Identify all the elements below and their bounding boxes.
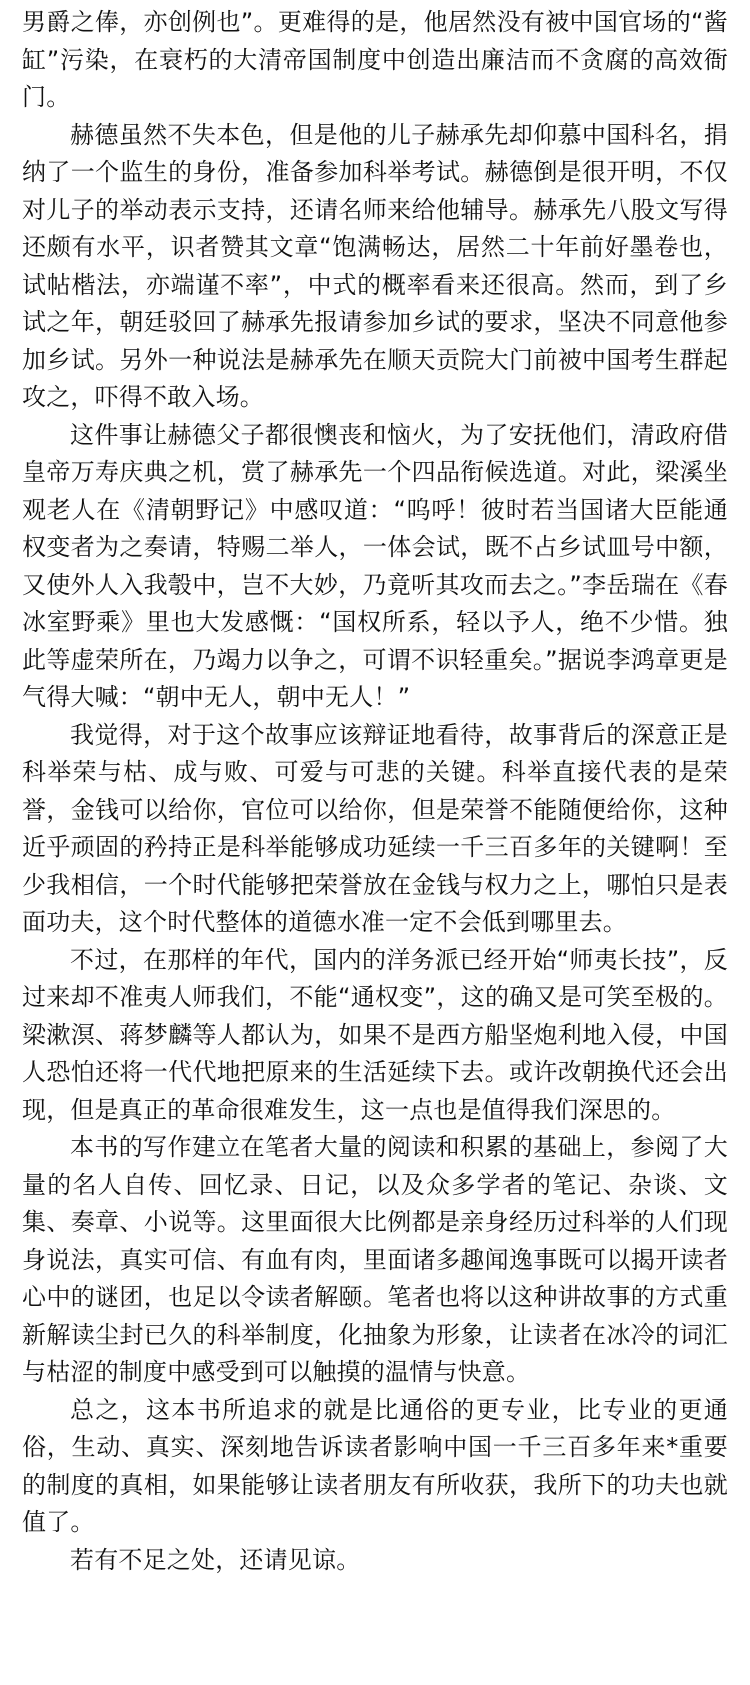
- paragraph-1: 男爵之俸，亦创例也”。更难得的是，他居然没有被中国官场的“酱缸”污染，在衰朽的大清帝国制度中创造出廉洁而不贪腐的高效衙门。: [22, 8, 728, 111]
- paragraph-6: 本书的写作建立在笔者大量的阅读和积累的基础上，参阅了大量的名人自传、回忆录、日记，以及众多学者的笔记、杂谈、文集、奏章、小说等。这里面很大比例都是亲身经历过科举的人们现身说法，真实可信、有血有肉，里面诸多趣闻逸事既可以揭开读者心中的谜团，也足以令读者解颐。笔者也将以这种讲故事的方式重新解读尘封已久的科举制度，化抽象为形象，让读者在冰冷的词汇与枯涩的制度中感受到可以触摸的温情与快意。: [22, 1133, 728, 1386]
- paragraph-2: 赫德虽然不失本色，但是他的儿子赫承先却仰慕中国科名，捐纳了一个监生的身份，准备参加科举考试。赫德倒是很开明，不仅对儿子的举动表示支持，还请名师来给他辅导。赫承先八股文写得还颇有水平，识者赞其文章“饱满畅达，居然二十年前好墨卷也，试帖楷法，亦端谨不率”，中式的概率看来还很高。然而，到了乡试之年，朝廷驳回了赫承先报请参加乡试的要求，坚决不同意他参加乡试。另外一种说法是赫承先在顺天贡院大门前被中国考生群起攻之，吓得不敢入场。: [22, 120, 728, 411]
- paragraph-5: 不过，在那样的年代，国内的洋务派已经开始“师夷长技”，反过来却不准夷人师我们，不能“通权变”，这的确又是可笑至极的。梁漱溟、蒋梦麟等人都认为，如果不是西方船坚炮利地入侵，中国人恐怕还将一代代地把原来的生活延续下去。或许改朝换代还会出现，但是真正的革命很难发生，这一点也是值得我们深思的。: [22, 945, 728, 1124]
- paragraph-8: 若有不足之处，还请见谅。: [70, 1545, 361, 1574]
- paragraph-3: 这件事让赫德父子都很懊丧和恼火，为了安抚他们，清政府借皇帝万寿庆典之机，赏了赫承先一个四品衔候选道。对此，梁溪坐观老人在《清朝野记》中感叹道：“呜呼！彼时若当国诸大臣能通权变者为之奏请，特赐二举人，一体会试，既不占乡试皿号中额，又使外人入我彀中，岂不大妙，乃竟听其攻而去之。”李岳瑞在《春冰室野乘》里也大发感慨：“国权所系，轻以予人，绝不少惜。独此等虚荣所在，乃竭力以争之，可谓不识轻重矣。”据说李鸿章更是气得大喊：“朝中无人，朝中无人！”: [22, 420, 728, 711]
- paragraph-4: 我觉得，对于这个故事应该辩证地看待，故事背后的深意正是科举荣与枯、成与败、可爱与可悲的关键。科举直接代表的是荣誉，金钱可以给你，官位可以给你，但是荣誉不能随便给你，这种近乎顽固的矜持正是科举能够成功延续一千三百多年的关键啊！至少我相信，一个时代能够把荣誉放在金钱与权力之上，哪怕只是表面功夫，这个时代整体的道德水准一定不会低到哪里去。: [22, 720, 728, 936]
- paragraph-7: 总之，这本书所追求的就是比通俗的更专业，比专业的更通俗，生动、真实、深刻地告诉读者影响中国一千三百多年来*重要的制度的真相，如果能够让读者朋友有所收获，我所下的功夫也就值了。: [22, 1395, 728, 1536]
